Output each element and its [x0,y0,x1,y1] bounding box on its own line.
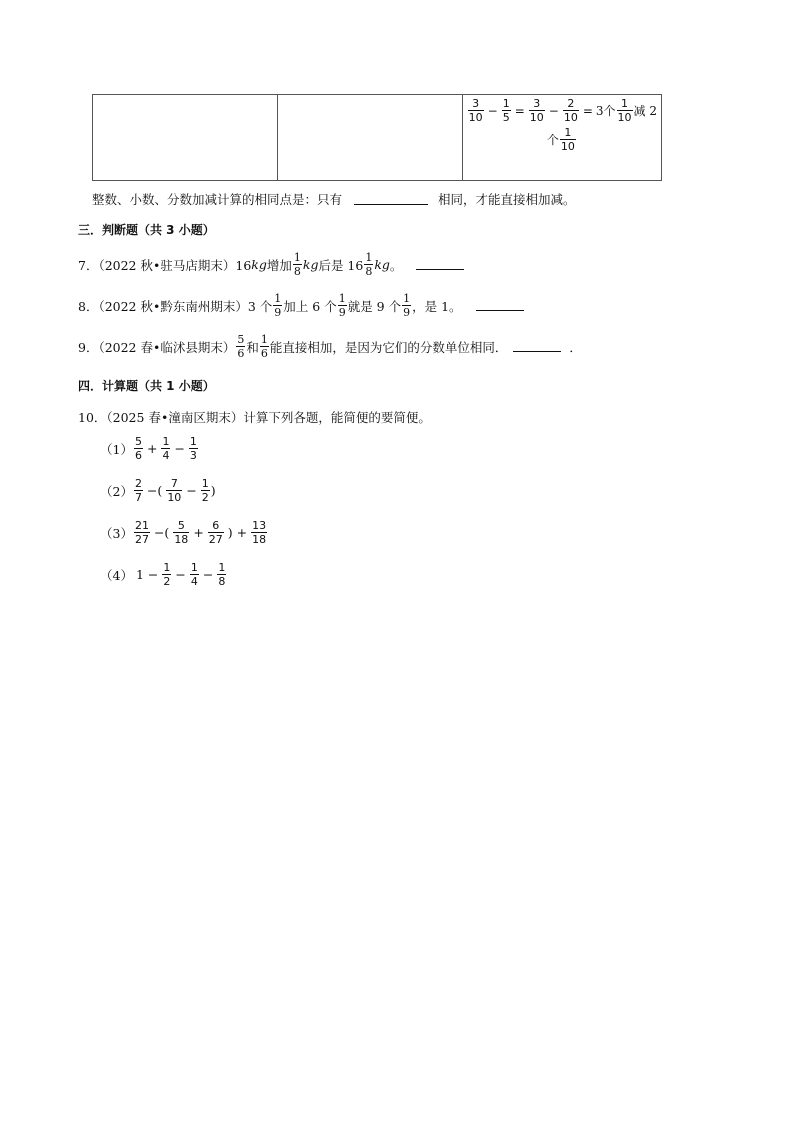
question-text: 7．（2022 秋•驻马店期末）16 [78,257,252,273]
operator: − [174,441,185,456]
fraction: $\frac{1}{9}$ [274,292,282,319]
fraction: $\frac{1}{2}$ [201,477,209,504]
summary-suffix: 相同，才能直接相加减。 [438,192,576,207]
fraction: $\frac{1}{9}$ [403,292,411,319]
question-9 [78,334,582,359]
text: 个 [546,133,559,147]
problem-1 [100,436,199,461]
question-text: 增加 [266,257,292,273]
problem-4 [100,562,227,587]
answer-blank[interactable] [513,341,561,352]
operator: + [146,441,158,456]
fraction: $\frac{1}{10}$ [560,126,575,153]
question-text: ． [569,339,582,355]
question-text: 就是 9 个 [347,298,402,314]
comparison-table [92,94,662,181]
fraction: $\frac{1}{10}$ [617,97,632,124]
fraction: $\frac{1}{3}$ [189,435,197,462]
operator: ) + [227,525,248,540]
text: 3个 [595,104,616,118]
problem-label: （3） [100,525,133,541]
unit: kg [251,257,267,272]
operator: −( [146,483,163,498]
fraction: $\frac{3}{10}$ [529,97,544,124]
question-10-title: 10．（2025 春•潼南区期末）计算下列各题，能简便的要简便。 [78,410,431,425]
fraction: $\frac{1}{4}$ [190,561,198,588]
fraction-example-line-2 [467,127,657,152]
table-cell-fraction [462,95,661,181]
fraction: $\frac{1}{6}$ [260,333,268,360]
problem-3 [100,520,268,545]
table-cell-integer [93,95,278,181]
section-heading-judgement: 三．判断题（共 3 小题） [78,223,215,237]
operator: − [202,567,214,582]
question-text: 9．（2022 春•临沭县期末） [78,339,236,355]
question-text: 能直接相加，是因为它们的分数单位相同． [269,339,508,355]
fraction: $\frac{13}{18}$ [252,519,267,546]
problem-label: （1） [100,441,133,457]
summary-sentence [92,190,576,208]
problem-2 [100,478,216,503]
problem-label: （4） [100,567,133,583]
operator: 1 − [135,567,159,582]
question-8 [78,293,524,318]
fraction: $\frac{1}{8}$ [293,251,301,278]
unit: kg [302,257,319,272]
operator: − [487,103,498,118]
fraction: $\frac{2}{10}$ [563,97,578,124]
question-text: ，是 1。 [412,298,462,314]
answer-blank[interactable] [416,259,464,270]
question-7 [78,252,464,277]
question-text: 加上 6 个 [283,298,337,314]
section-heading-calculation: 四．计算题（共 1 小题） [78,379,215,393]
operator: = [582,103,593,118]
fraction: $\frac{5}{6}$ [237,333,245,360]
fraction: $\frac{6}{27}$ [208,519,223,546]
fraction: $\frac{1}{9}$ [338,292,346,319]
fraction: $\frac{5}{18}$ [174,519,189,546]
fraction-example-line [467,98,657,123]
question-text: 后是 16 [318,257,364,273]
answer-blank[interactable] [354,194,428,205]
table-cell-decimal [277,95,462,181]
fraction: $\frac{1}{8}$ [218,561,226,588]
fraction: $\frac{7}{10}$ [167,477,182,504]
text: 减 2 [633,104,657,118]
question-text: 。 [389,257,403,273]
operator: −( [153,525,170,540]
answer-blank[interactable] [476,300,524,311]
operator: = [514,103,525,118]
fraction: $\frac{1}{4}$ [162,435,170,462]
fraction: $\frac{1}{8}$ [365,251,373,278]
summary-prefix: 整数、小数、分数加减计算的相同点是：只有 [92,192,343,207]
fraction: $\frac{21}{27}$ [134,519,149,546]
problem-label: （2） [100,483,133,499]
operator: − [186,483,197,498]
fraction: $\frac{5}{6}$ [134,435,142,462]
operator: + [193,525,204,540]
operator: − [548,103,559,118]
unit: kg [374,257,390,272]
question-text: 8．（2022 秋•黔东南州期末）3 个 [78,298,273,314]
fraction: $\frac{1}{2}$ [163,561,171,588]
fraction: $\frac{3}{10}$ [468,97,483,124]
fraction: $\frac{1}{5}$ [502,97,510,124]
operator: ) [210,483,216,498]
question-text: 和 [246,339,259,355]
operator: − [175,567,186,582]
fraction: $\frac{2}{7}$ [134,477,142,504]
